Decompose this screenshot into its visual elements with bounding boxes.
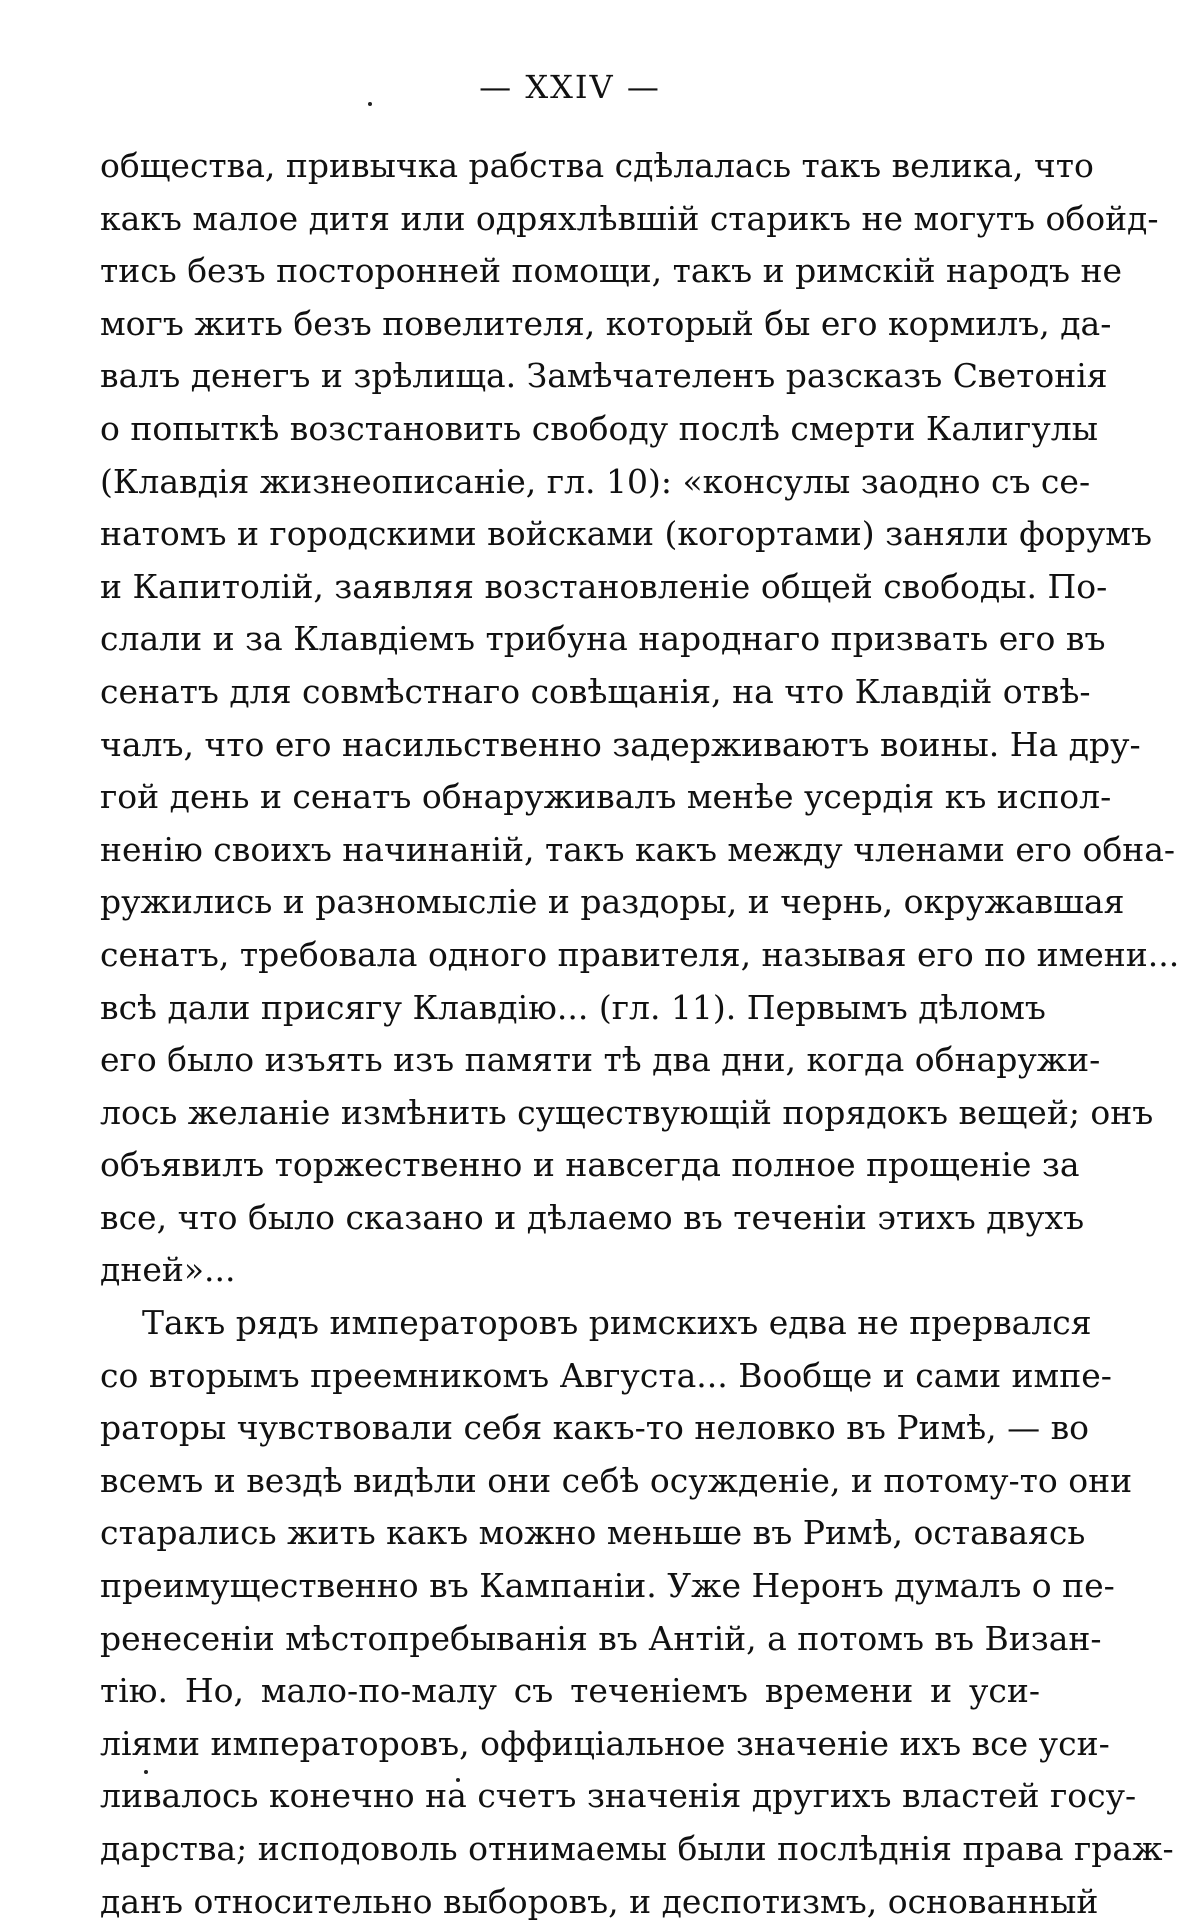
text-line: преимущественно въ Кампаніи. Уже Неронъ думалъ о пе- <box>100 1566 1115 1606</box>
text-line: тію. Но, мало-по-малу съ теченіемъ времени и уси- <box>100 1671 1040 1711</box>
text-line: ренесеніи мѣстопребыванія въ Антій, а потомъ въ Визан- <box>100 1618 1102 1658</box>
text-line: все, что было сказано и дѣлаемо въ теченіи этихъ двухъ <box>100 1197 1085 1237</box>
text-line: валъ денегъ и зрѣлища. Замѣчателенъ разсказъ Светонія <box>100 356 1108 396</box>
text-line: сенатъ, требовала одного правителя, называя его по имени... <box>100 934 1179 974</box>
text-line: дней»... <box>100 1250 236 1290</box>
text-line: и Капитолій, заявляя возстановленіе общей свободы. По- <box>100 566 1108 606</box>
paragraph <box>100 140 1179 1297</box>
text-line: со вторымъ преемникомъ Августа... Вообще и сами импе- <box>100 1355 1112 1395</box>
text-line: дарства; исподоволь отнимаемы были послѣднія права граж- <box>100 1829 1174 1868</box>
text-line: гой день и сенатъ обнаруживалъ менѣе усердія къ испол- <box>100 777 1112 817</box>
text-line: лось желаніе измѣнить существующій порядокъ вещей; онъ <box>100 1092 1154 1132</box>
text-line: могъ жить безъ повелителя, который бы его кормилъ, да- <box>100 303 1112 343</box>
paragraph <box>100 1297 1174 1928</box>
text-line: ружились и разномысліе и раздоры, и чернь, окружавшая <box>100 882 1125 922</box>
text-line: слали и за Клавдіемъ трибуна народнаго призвать его въ <box>100 619 1106 659</box>
text-line: данъ относительно выборовъ, и деспотизмъ, основанный <box>100 1881 1099 1921</box>
text-line: (Клавдія жизнеописаніе, гл. 10): «консулы заодно съ се- <box>100 461 1091 501</box>
text-line: ненію своихъ начинаній, такъ какъ между членами его обна- <box>100 829 1176 869</box>
text-line: натомъ и городскими войсками (когортами) заняли форумъ <box>100 514 1152 554</box>
text-line: всемъ и вездѣ видѣли они себѣ осужденіе, и потому-то они <box>100 1460 1133 1500</box>
text-line: ліями императоровъ, оффиціальное значеніе ихъ все уси- <box>100 1723 1110 1763</box>
text-line: ливалось конечно на счетъ значенія другихъ властей госу- <box>100 1776 1137 1816</box>
text-line: какъ малое дитя или одряхлѣвшій старикъ не могутъ обойд- <box>100 198 1159 238</box>
text-line: общества, привычка рабства сдѣлалась такъ велика, что <box>100 146 1094 185</box>
text-line: о попыткѣ возстановить свободу послѣ смерти Калигулы <box>100 408 1098 448</box>
page-number-header: — XXIV — <box>479 68 661 106</box>
text-line: тись безъ посторонней помощи, такъ и римскій народъ не <box>100 251 1123 291</box>
body-text <box>100 140 1179 1928</box>
speck <box>368 102 372 106</box>
text-line: чалъ, что его насильственно задерживаютъ воины. На дру- <box>100 724 1141 764</box>
text-line: его было изъять изъ памяти тѣ два дни, когда обнаружи- <box>100 1040 1101 1080</box>
text-line: сенатъ для совмѣстнаго совѣщанія, на что Клавдій отвѣ- <box>100 671 1091 711</box>
text-line: раторы чувствовали себя какъ-то неловко въ Римѣ, — во <box>100 1408 1090 1448</box>
text-line: объявилъ торжественно и навсегда полное прощеніе за <box>100 1145 1080 1185</box>
text-line: Такъ рядъ императоровъ римскихъ едва не прервался <box>142 1303 1092 1343</box>
text-line: старались жить какъ можно меньше въ Римѣ, оставаясь <box>100 1513 1086 1553</box>
text-line: всѣ дали присягу Клавдію... (гл. 11). Первымъ дѣломъ <box>100 987 1046 1027</box>
